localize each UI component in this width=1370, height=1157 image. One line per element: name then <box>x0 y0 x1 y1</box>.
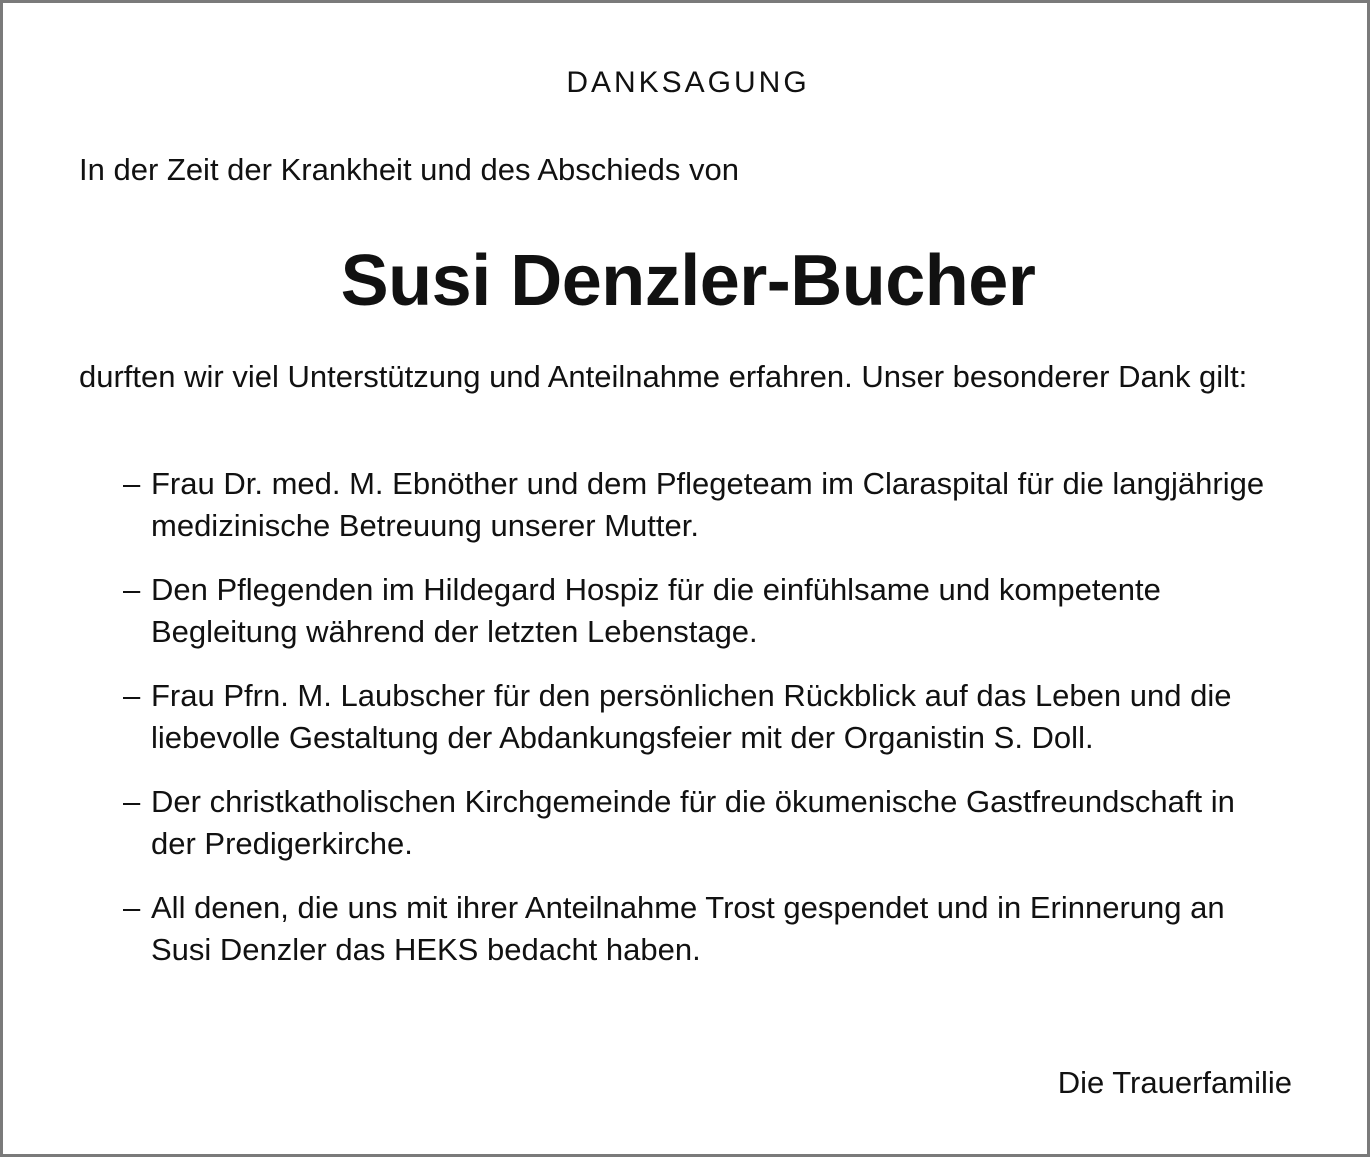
thanks-item <box>123 675 1283 759</box>
thanks-list <box>123 463 1283 993</box>
dash-bullet: – <box>123 678 141 713</box>
notice-heading: DANKSAGUNG <box>566 66 810 99</box>
thanks-text: Frau Pfrn. M. Laubscher für den persönlichen Rückblick auf das Leben und die liebevolle Gestaltung der Abdankungsfeier mit der Organistin S. Doll. <box>151 678 1232 755</box>
dash-bullet: – <box>123 890 141 925</box>
dash-bullet: – <box>123 466 141 501</box>
thanks-item <box>123 463 1283 547</box>
deceased-name: Susi Denzler-Bucher <box>340 241 1036 321</box>
thanks-item <box>123 887 1283 971</box>
dash-bullet: – <box>123 784 141 819</box>
thanks-item <box>123 781 1283 865</box>
intro-text: In der Zeit der Krankheit und des Abschieds von <box>79 152 740 187</box>
thanks-text: All denen, die uns mit ihrer Anteilnahme Trost gespendet und in Erinnerung an Susi Denzler das HEKS bedacht haben. <box>151 890 1225 967</box>
thanks-text: Frau Dr. med. M. Ebnöther und dem Pflegeteam im Claraspital für die langjährige medizinische Betreuung unserer Mutter. <box>151 466 1265 543</box>
lead-text: durften wir viel Unterstützung und Anteilnahme erfahren. Unser besonderer Dank gilt: <box>79 359 1248 394</box>
thanks-text: Der christkatholischen Kirchgemeinde für die ökumenische Gastfreundschaft in der Predigerkirche. <box>151 784 1235 861</box>
thanks-item <box>123 569 1283 653</box>
signature: Die Trauerfamilie <box>1057 1065 1292 1100</box>
dash-bullet: – <box>123 572 141 607</box>
thanks-text: Den Pflegenden im Hildegard Hospiz für die einfühlsame und kompetente Begleitung während der letzten Lebenstage. <box>151 572 1161 649</box>
